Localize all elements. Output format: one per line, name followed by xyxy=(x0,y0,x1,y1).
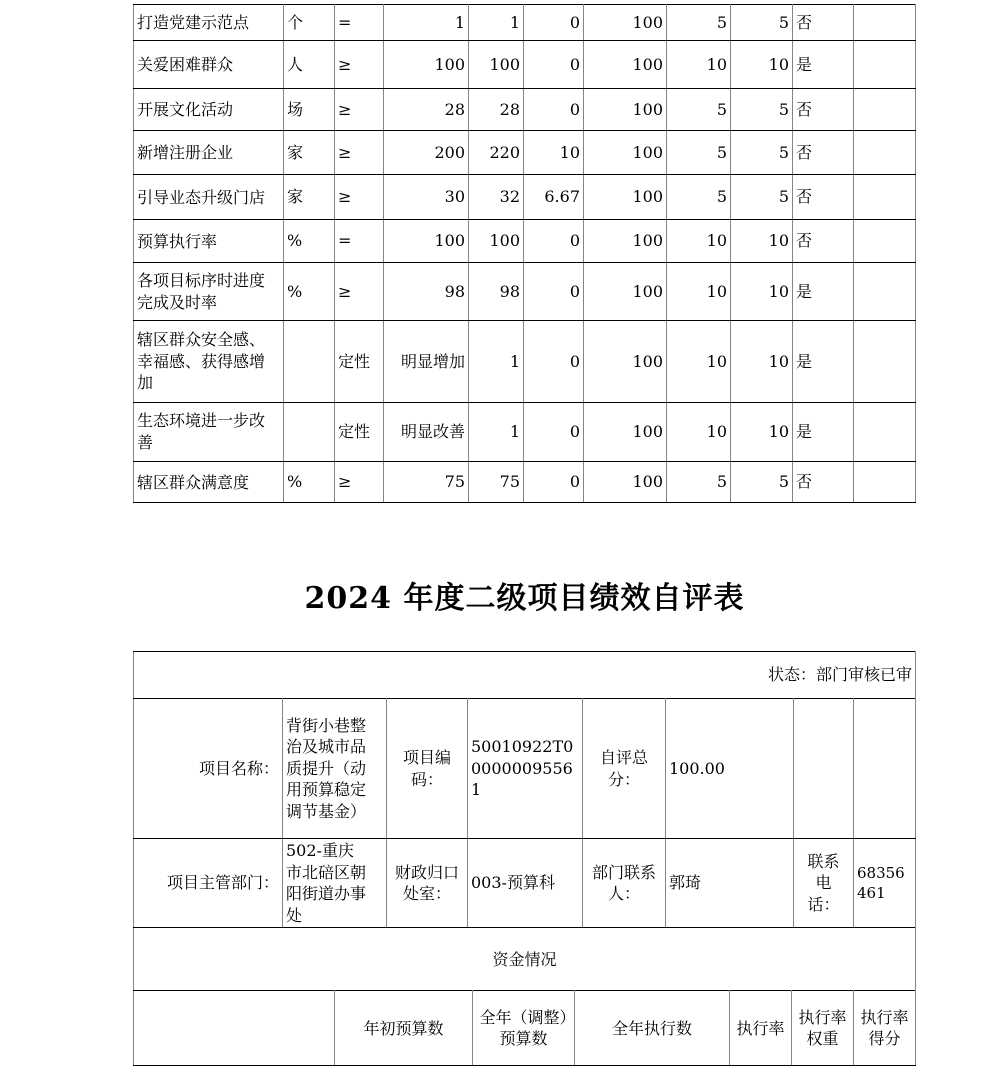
note-cell xyxy=(854,41,916,89)
funding-col-header: 执行率 xyxy=(730,991,792,1066)
indicator-cell: 新增注册企业 xyxy=(134,131,284,175)
note-cell xyxy=(854,321,916,403)
note-cell xyxy=(854,175,916,220)
full-score-cell: 100 xyxy=(584,5,667,41)
indicator-cell: 引导业态升级门店 xyxy=(134,175,284,220)
full-score-cell: 100 xyxy=(584,321,667,403)
flag-cell: 否 xyxy=(793,220,854,263)
deviation-value-cell: 10 xyxy=(524,131,584,175)
flag-cell: 否 xyxy=(793,5,854,41)
indicator-row xyxy=(134,462,916,503)
actual-value-cell: 28 xyxy=(469,89,524,131)
operator-cell: ≥ xyxy=(335,263,384,321)
deviation-value-cell: 0 xyxy=(524,403,584,462)
indicator-row xyxy=(134,263,916,321)
status-row xyxy=(134,652,916,699)
note-cell xyxy=(854,220,916,263)
target-value-cell: 75 xyxy=(384,462,469,503)
funding-col-header: 全年执行数 xyxy=(575,991,730,1066)
phone-label: 联系电话： xyxy=(794,839,854,928)
indicator-row xyxy=(134,403,916,462)
unit-cell: % xyxy=(284,263,335,321)
unit-cell: 个 xyxy=(284,5,335,41)
full-score-cell: 100 xyxy=(584,462,667,503)
unit-cell: 家 xyxy=(284,131,335,175)
score-cell: 5 xyxy=(731,462,793,503)
flag-cell: 否 xyxy=(793,462,854,503)
document-content xyxy=(133,0,916,1066)
deviation-value-cell: 0 xyxy=(524,462,584,503)
full-score-cell: 100 xyxy=(584,41,667,89)
flag-cell: 是 xyxy=(793,41,854,89)
indicator-row xyxy=(134,321,916,403)
full-score-cell: 100 xyxy=(584,89,667,131)
unit-cell xyxy=(284,403,335,462)
indicator-cell: 关爱困难群众 xyxy=(134,41,284,89)
weight-cell: 5 xyxy=(667,175,731,220)
score-cell: 10 xyxy=(731,41,793,89)
contact-value: 郭琦 xyxy=(666,839,794,928)
project-name-value: 背街小巷整治及城市品质提升（动用预算稳定调节基金） xyxy=(283,699,387,839)
indicator-cell: 预算执行率 xyxy=(134,220,284,263)
indicator-row xyxy=(134,220,916,263)
weight-cell: 10 xyxy=(667,41,731,89)
target-value-cell: 98 xyxy=(384,263,469,321)
funding-header-table xyxy=(133,990,916,1066)
funding-col-header xyxy=(134,991,335,1066)
unit-cell: 人 xyxy=(284,41,335,89)
operator-cell: ≥ xyxy=(335,41,384,89)
target-value-cell: 200 xyxy=(384,131,469,175)
weight-cell: 10 xyxy=(667,321,731,403)
indicator-table xyxy=(133,4,916,503)
operator-cell: ≥ xyxy=(335,131,384,175)
fiscal-office-value: 003-预算科 xyxy=(468,839,583,928)
project-code-label: 项目编码： xyxy=(387,699,468,839)
deviation-value-cell: 0 xyxy=(524,41,584,89)
indicator-row xyxy=(134,41,916,89)
operator-cell: ≥ xyxy=(335,462,384,503)
actual-value-cell: 75 xyxy=(469,462,524,503)
project-dept-row xyxy=(134,839,916,928)
dept-value: 502-重庆市北碚区朝阳街道办事处 xyxy=(283,839,387,928)
phone-value: 68356461 xyxy=(854,839,916,928)
project-name-label: 项目名称： xyxy=(134,699,283,839)
operator-cell: 定性 xyxy=(335,321,384,403)
note-cell xyxy=(854,462,916,503)
weight-cell: 5 xyxy=(667,89,731,131)
indicator-cell: 打造党建示范点 xyxy=(134,5,284,41)
note-cell xyxy=(854,403,916,462)
actual-value-cell: 220 xyxy=(469,131,524,175)
full-score-cell: 100 xyxy=(584,131,667,175)
funding-title-row xyxy=(134,928,916,991)
unit-cell: % xyxy=(284,462,335,503)
indicator-cell: 开展文化活动 xyxy=(134,89,284,131)
self-score-label: 自评总分： xyxy=(583,699,666,839)
note-cell xyxy=(854,263,916,321)
empty-cell xyxy=(794,699,854,839)
actual-value-cell: 1 xyxy=(469,5,524,41)
flag-cell: 是 xyxy=(793,263,854,321)
operator-cell: ≥ xyxy=(335,175,384,220)
funding-col-header: 执行率得分 xyxy=(854,991,916,1066)
weight-cell: 10 xyxy=(667,220,731,263)
flag-cell: 是 xyxy=(793,321,854,403)
flag-cell: 否 xyxy=(793,175,854,220)
operator-cell: = xyxy=(335,5,384,41)
funding-section-title: 资金情况 xyxy=(134,928,916,991)
flag-cell: 是 xyxy=(793,403,854,462)
deviation-value-cell: 0 xyxy=(524,220,584,263)
funding-title-table xyxy=(133,927,916,991)
target-value-cell: 28 xyxy=(384,89,469,131)
full-score-cell: 100 xyxy=(584,220,667,263)
unit-cell xyxy=(284,321,335,403)
actual-value-cell: 1 xyxy=(469,321,524,403)
note-cell xyxy=(854,89,916,131)
fiscal-office-label: 财政归口处室： xyxy=(387,839,468,928)
unit-cell: % xyxy=(284,220,335,263)
flag-cell: 否 xyxy=(793,131,854,175)
operator-cell: = xyxy=(335,220,384,263)
score-cell: 10 xyxy=(731,403,793,462)
page-title: 2024 年度二级项目绩效自评表 xyxy=(304,581,745,616)
indicator-cell: 各项目标序时进度完成及时率 xyxy=(134,263,284,321)
note-cell xyxy=(854,131,916,175)
indicator-row xyxy=(134,131,916,175)
actual-value-cell: 1 xyxy=(469,403,524,462)
funding-col-header: 年初预算数 xyxy=(335,991,473,1066)
actual-value-cell: 32 xyxy=(469,175,524,220)
indicator-cell: 辖区群众安全感、幸福感、获得感增加 xyxy=(134,321,284,403)
target-value-cell: 100 xyxy=(384,41,469,89)
operator-cell: 定性 xyxy=(335,403,384,462)
deviation-value-cell: 0 xyxy=(524,5,584,41)
weight-cell: 5 xyxy=(667,5,731,41)
indicator-row xyxy=(134,89,916,131)
target-value-cell: 明显增加 xyxy=(384,321,469,403)
indicator-row xyxy=(134,175,916,220)
score-cell: 10 xyxy=(731,220,793,263)
weight-cell: 5 xyxy=(667,462,731,503)
full-score-cell: 100 xyxy=(584,175,667,220)
score-cell: 5 xyxy=(731,89,793,131)
status-table xyxy=(133,651,916,699)
target-value-cell: 30 xyxy=(384,175,469,220)
full-score-cell: 100 xyxy=(584,263,667,321)
funding-col-header: 执行率权重 xyxy=(792,991,854,1066)
deviation-value-cell: 0 xyxy=(524,263,584,321)
project-info-table xyxy=(133,698,916,928)
unit-cell: 家 xyxy=(284,175,335,220)
deviation-value-cell: 6.67 xyxy=(524,175,584,220)
operator-cell: ≥ xyxy=(335,89,384,131)
indicator-cell: 生态环境进一步改善 xyxy=(134,403,284,462)
project-name-row xyxy=(134,699,916,839)
score-cell: 5 xyxy=(731,131,793,175)
deviation-value-cell: 0 xyxy=(524,321,584,403)
empty-cell xyxy=(854,699,916,839)
actual-value-cell: 100 xyxy=(469,220,524,263)
full-score-cell: 100 xyxy=(584,403,667,462)
weight-cell: 5 xyxy=(667,131,731,175)
status-text: 状态：部门审核已审 xyxy=(134,652,916,699)
weight-cell: 10 xyxy=(667,263,731,321)
indicator-cell: 辖区群众满意度 xyxy=(134,462,284,503)
weight-cell: 10 xyxy=(667,403,731,462)
score-cell: 5 xyxy=(731,175,793,220)
contact-label: 部门联系人： xyxy=(583,839,666,928)
self-score-value: 100.00 xyxy=(666,699,794,839)
target-value-cell: 明显改善 xyxy=(384,403,469,462)
target-value-cell: 1 xyxy=(384,5,469,41)
score-cell: 10 xyxy=(731,263,793,321)
project-code-value: 50010922T000000095561 xyxy=(468,699,583,839)
flag-cell: 否 xyxy=(793,89,854,131)
unit-cell: 场 xyxy=(284,89,335,131)
funding-header-row xyxy=(134,991,916,1066)
actual-value-cell: 98 xyxy=(469,263,524,321)
score-cell: 10 xyxy=(731,321,793,403)
dept-label: 项目主管部门： xyxy=(134,839,283,928)
target-value-cell: 100 xyxy=(384,220,469,263)
deviation-value-cell: 0 xyxy=(524,89,584,131)
note-cell xyxy=(854,5,916,41)
actual-value-cell: 100 xyxy=(469,41,524,89)
score-cell: 5 xyxy=(731,5,793,41)
funding-col-header: 全年（调整）预算数 xyxy=(473,991,575,1066)
indicator-row xyxy=(134,5,916,41)
